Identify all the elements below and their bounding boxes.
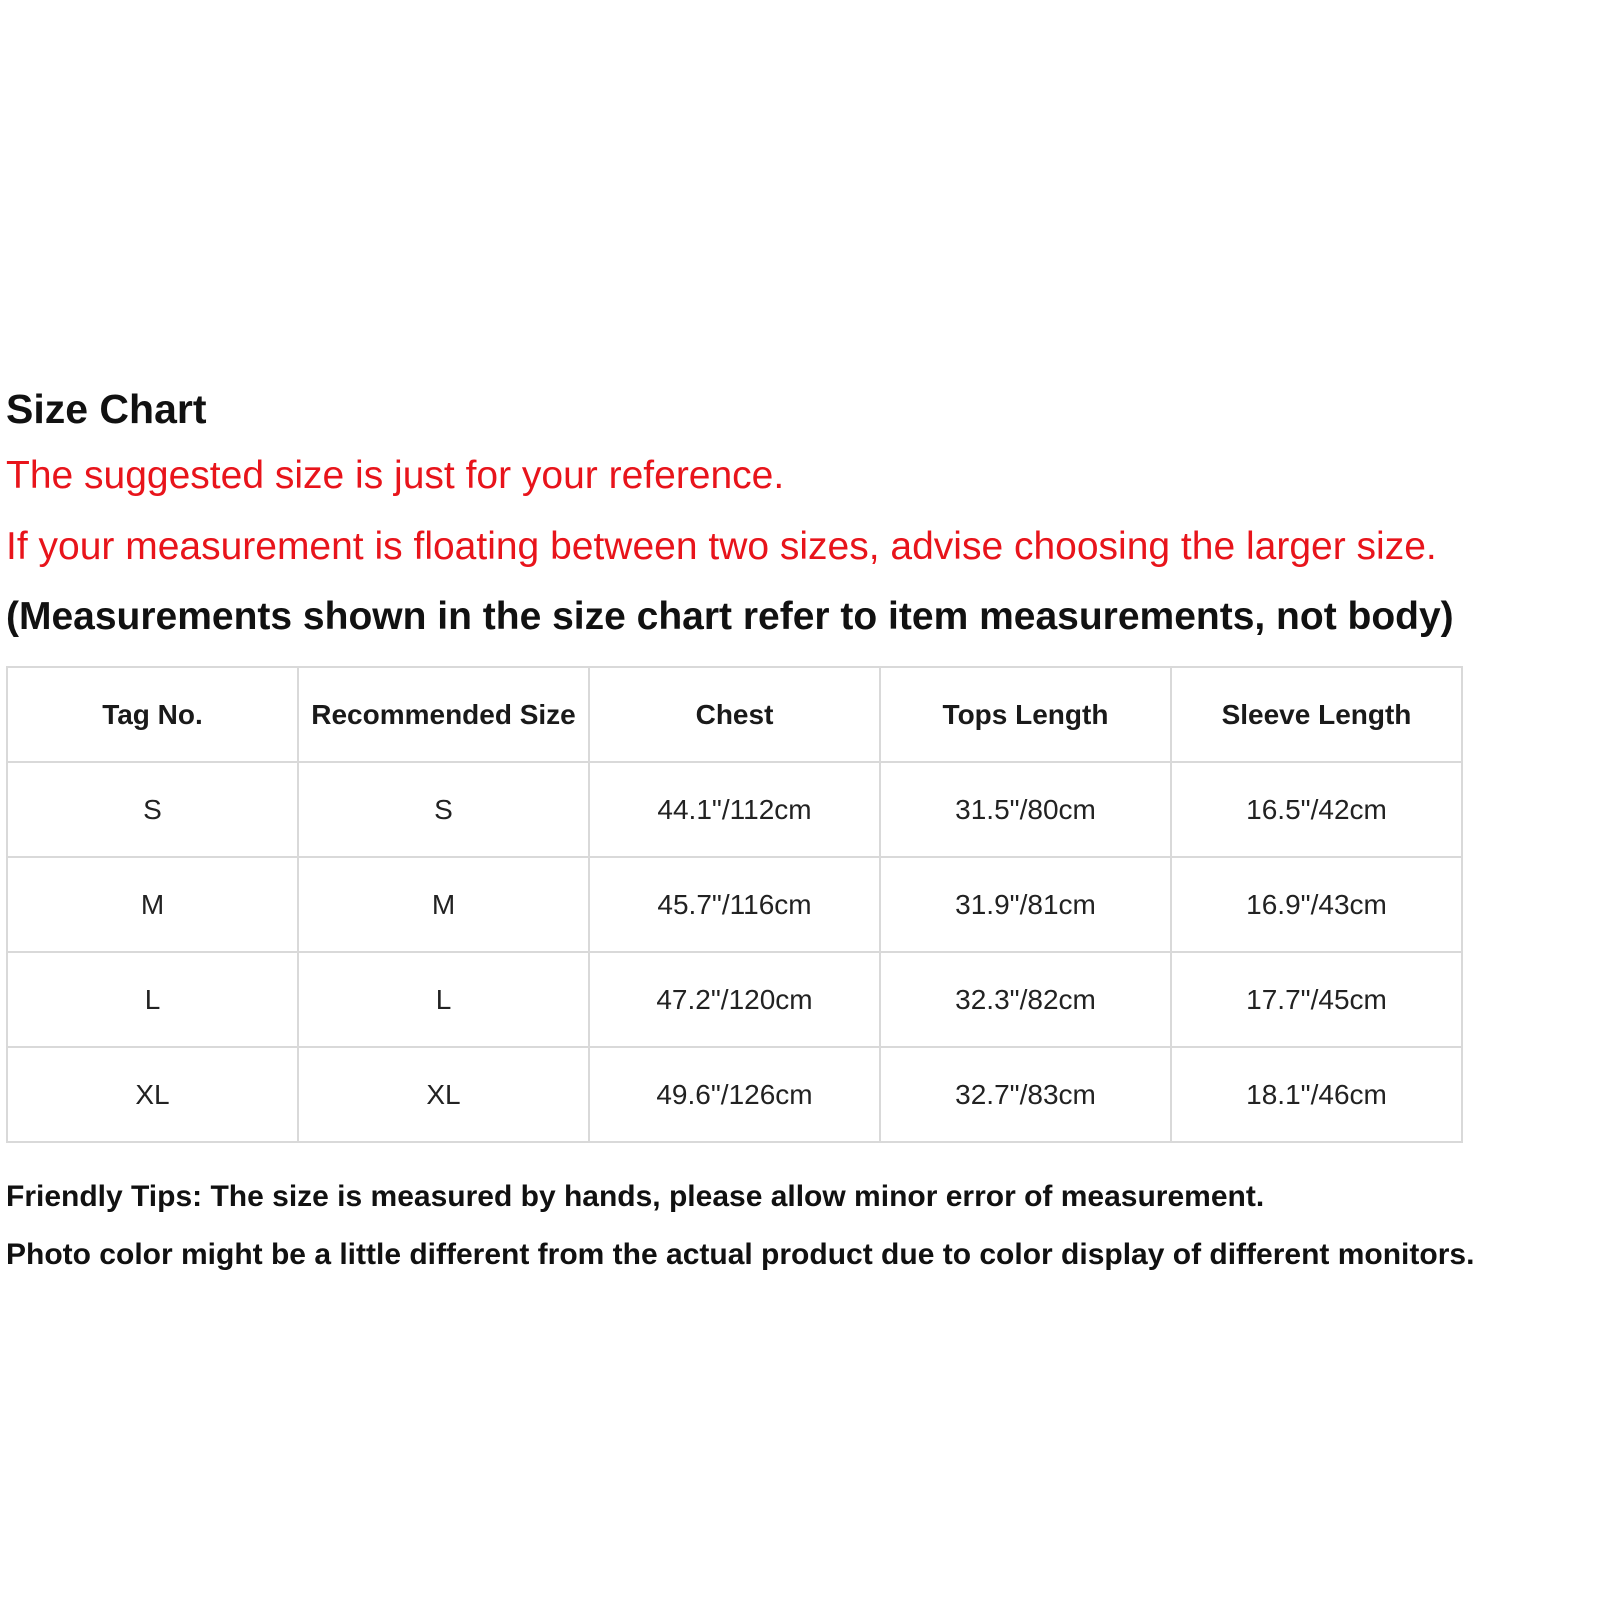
cell-chest: 44.1"/112cm [589, 762, 880, 857]
header-chest: Chest [589, 667, 880, 762]
header-sleeve-length: Sleeve Length [1171, 667, 1462, 762]
cell-chest: 49.6"/126cm [589, 1047, 880, 1142]
cell-tag-no: S [7, 762, 298, 857]
cell-recommended-size: L [298, 952, 589, 1047]
page-title: Size Chart [6, 386, 207, 432]
cell-tops-length: 32.3"/82cm [880, 952, 1171, 1047]
measurement-disclaimer: (Measurements shown in the size chart refer to item measurements, not body) [6, 595, 1454, 638]
notice-larger-size: If your measurement is floating between two sizes, advise choosing the larger size. [6, 525, 1437, 568]
table-row [7, 1047, 1462, 1142]
cell-sleeve-length: 17.7"/45cm [1171, 952, 1462, 1047]
table-row [7, 762, 1462, 857]
cell-tag-no: M [7, 857, 298, 952]
cell-sleeve-length: 16.9"/43cm [1171, 857, 1462, 952]
notice-reference: The suggested size is just for your reference. [6, 454, 785, 497]
header-tag-no: Tag No. [7, 667, 298, 762]
cell-chest: 47.2"/120cm [589, 952, 880, 1047]
cell-chest: 45.7"/116cm [589, 857, 880, 952]
header-tops-length: Tops Length [880, 667, 1171, 762]
table-row [7, 857, 1462, 952]
tip-measured-by-hands: Friendly Tips: The size is measured by hands, please allow minor error of measurement. [6, 1180, 1265, 1213]
cell-tops-length: 31.5"/80cm [880, 762, 1171, 857]
cell-recommended-size: M [298, 857, 589, 952]
cell-tops-length: 32.7"/83cm [880, 1047, 1171, 1142]
header-recommended-size: Recommended Size [298, 667, 589, 762]
friendly-tips [6, 1177, 1586, 1275]
cell-sleeve-length: 16.5"/42cm [1171, 762, 1462, 857]
cell-sleeve-length: 18.1"/46cm [1171, 1047, 1462, 1142]
cell-tag-no: L [7, 952, 298, 1047]
cell-recommended-size: S [298, 762, 589, 857]
tip-photo-color: Photo color might be a little different from the actual product due to color display of different monitors. [6, 1238, 1475, 1271]
cell-tops-length: 31.9"/81cm [880, 857, 1171, 952]
cell-tag-no: XL [7, 1047, 298, 1142]
size-table [6, 666, 1463, 1143]
table-row [7, 952, 1462, 1047]
table-header-row [7, 667, 1462, 762]
cell-recommended-size: XL [298, 1047, 589, 1142]
size-chart-content [6, 384, 1586, 1275]
